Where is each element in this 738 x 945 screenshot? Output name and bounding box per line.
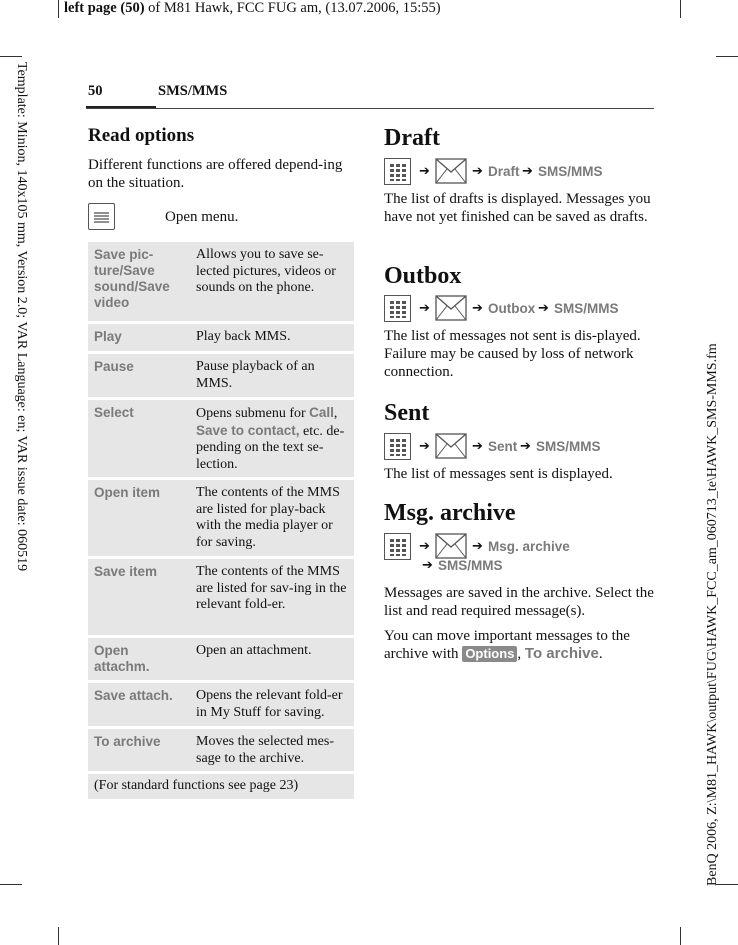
option-key: Open item xyxy=(94,485,161,500)
arrow-icon: ➔ xyxy=(419,301,430,316)
option-description-text: etc. de-pending on the text se-lection. xyxy=(196,423,345,472)
menu-grid-icon xyxy=(384,533,411,560)
draft-heading: Draft xyxy=(384,125,440,151)
option-key: To archive xyxy=(94,734,161,749)
arrow-icon: ➔ xyxy=(522,164,533,179)
option-description-text: , xyxy=(333,406,338,421)
option-description: Opens the relevant fold-er in My Stuff for saving. xyxy=(196,688,343,720)
print-header-bold: left page (50) xyxy=(64,0,145,16)
option-description: Moves the selected mes-sage to the archive. xyxy=(196,734,335,766)
option-key: Save pic-ture/Save sound/Save video xyxy=(94,247,170,310)
option-key: Play xyxy=(94,329,122,344)
menu-grid-icon xyxy=(384,433,411,460)
sms-mms-nav-label: SMS/MMS xyxy=(536,439,601,454)
header-rule xyxy=(86,108,654,109)
draft-description: The list of drafts is displayed. Messages you have not yet finished can be saved as drafts. xyxy=(384,191,651,225)
archive-nav-path xyxy=(384,533,654,577)
envelope-icon xyxy=(435,158,467,185)
outbox-description: The list of messages not sent is dis-played. Failure may be caused by loss of network connection. xyxy=(384,328,641,380)
template-info xyxy=(5,62,29,662)
crop-mark xyxy=(680,927,681,945)
draft-nav-path xyxy=(384,158,654,188)
arrow-icon: ➔ xyxy=(419,539,430,554)
table-row xyxy=(88,324,354,351)
option-key: Pause xyxy=(94,359,134,374)
option-key: Open attachm. xyxy=(94,643,150,674)
option-key: Select xyxy=(94,405,134,420)
menu-icon xyxy=(88,203,115,230)
sms-mms-nav-label: SMS/MMS xyxy=(438,558,503,573)
archive-move-instruction xyxy=(384,627,654,663)
option-description: Allows you to save se-lected pictures, videos or sounds on the phone. xyxy=(196,247,336,295)
table-row xyxy=(88,559,354,635)
menu-grid-icon xyxy=(384,295,411,322)
arrow-icon: ➔ xyxy=(472,539,483,554)
draft-nav-label: Draft xyxy=(488,164,520,179)
arrow-icon: ➔ xyxy=(538,301,549,316)
table-row xyxy=(88,683,354,726)
open-menu-text: Open menu. xyxy=(165,209,239,225)
archive-move-text: . xyxy=(598,646,603,662)
envelope-icon xyxy=(435,433,467,460)
print-header-rest: of M81 Hawk, FCC FUG am, (13.07.2006, 15:55) xyxy=(144,0,441,16)
menu-grid-icon xyxy=(384,158,411,185)
crop-mark xyxy=(680,0,681,18)
table-note-row xyxy=(88,774,354,799)
archive-description: Messages are saved in the archive. Select the list and read required message(s). xyxy=(384,585,654,619)
archive-move-text: , xyxy=(517,646,525,662)
arrow-icon: ➔ xyxy=(419,164,430,179)
table-row xyxy=(88,729,354,771)
option-description: The contents of the MMS are listed for sav-ing in the relevant fold-er. xyxy=(196,564,347,612)
option-description: Open an attachment. xyxy=(196,643,312,658)
arrow-icon: ➔ xyxy=(520,439,531,454)
print-header xyxy=(64,0,441,17)
arrow-icon: ➔ xyxy=(472,439,483,454)
outbox-nav-path xyxy=(384,295,654,325)
table-row xyxy=(88,638,354,680)
crop-mark xyxy=(58,927,59,945)
sent-heading: Sent xyxy=(384,400,430,426)
file-path-text: BenQ 2006, Z:\M81_HAWK\output\FUG\HAWK_FCC_am_060713_te\HAWK_SMS-MMS.fm xyxy=(705,343,720,886)
outbox-nav-label: Outbox xyxy=(488,301,536,316)
to-archive-ref: To archive xyxy=(524,645,599,662)
option-key: Save attach. xyxy=(94,688,173,703)
arrow-icon: ➔ xyxy=(419,439,430,454)
table-row xyxy=(88,242,354,321)
arrow-icon: ➔ xyxy=(472,301,483,316)
page-number: 50 xyxy=(88,83,103,99)
template-info-text: Template: Minion, 140x105 mm, Version 2.0; VAR Language: en; VAR issue date: 060519 xyxy=(14,62,29,572)
envelope-icon xyxy=(435,295,467,322)
option-description: The contents of the MMS are listed for play-back with the media player or for saving. xyxy=(196,485,340,550)
option-description: Play back MMS. xyxy=(196,329,291,344)
sms-mms-nav-label: SMS/MMS xyxy=(554,301,619,316)
sent-nav-path xyxy=(384,433,654,463)
crop-mark xyxy=(0,56,22,57)
table-row xyxy=(88,354,354,397)
sms-mms-nav-label: SMS/MMS xyxy=(538,164,603,179)
archive-move-text: You can move important messages to the archive with xyxy=(384,628,630,662)
crop-mark xyxy=(716,56,738,57)
crop-mark xyxy=(58,0,59,18)
read-options-intro: Different functions are offered depend-ing on the situation. xyxy=(88,157,343,191)
envelope-icon xyxy=(435,533,467,560)
option-description xyxy=(196,405,349,473)
crop-mark xyxy=(0,884,22,885)
sent-nav-label: Sent xyxy=(488,439,518,454)
save-to-contact-ref: Save to contact, xyxy=(196,422,300,438)
arrow-icon: ➔ xyxy=(472,164,483,179)
option-description: Pause playback of an MMS. xyxy=(196,359,315,391)
option-key: Save item xyxy=(94,564,158,579)
sent-description: The list of messages sent is displayed. xyxy=(384,466,613,482)
standard-functions-note: (For standard functions see page 23) xyxy=(94,778,299,793)
section-title: SMS/MMS xyxy=(158,83,228,99)
call-option-ref: Call xyxy=(309,405,334,420)
arrow-icon: ➔ xyxy=(422,558,433,573)
table-row xyxy=(88,480,354,556)
options-softkey: Options xyxy=(462,646,517,662)
outbox-heading: Outbox xyxy=(384,263,462,289)
msg-archive-heading: Msg. archive xyxy=(384,500,516,526)
table-row xyxy=(88,400,354,477)
msg-archive-nav-label: Msg. archive xyxy=(488,539,570,554)
file-path-info xyxy=(705,236,729,886)
read-options-heading: Read options xyxy=(88,125,195,146)
option-description-text: Opens submenu for xyxy=(196,406,310,421)
